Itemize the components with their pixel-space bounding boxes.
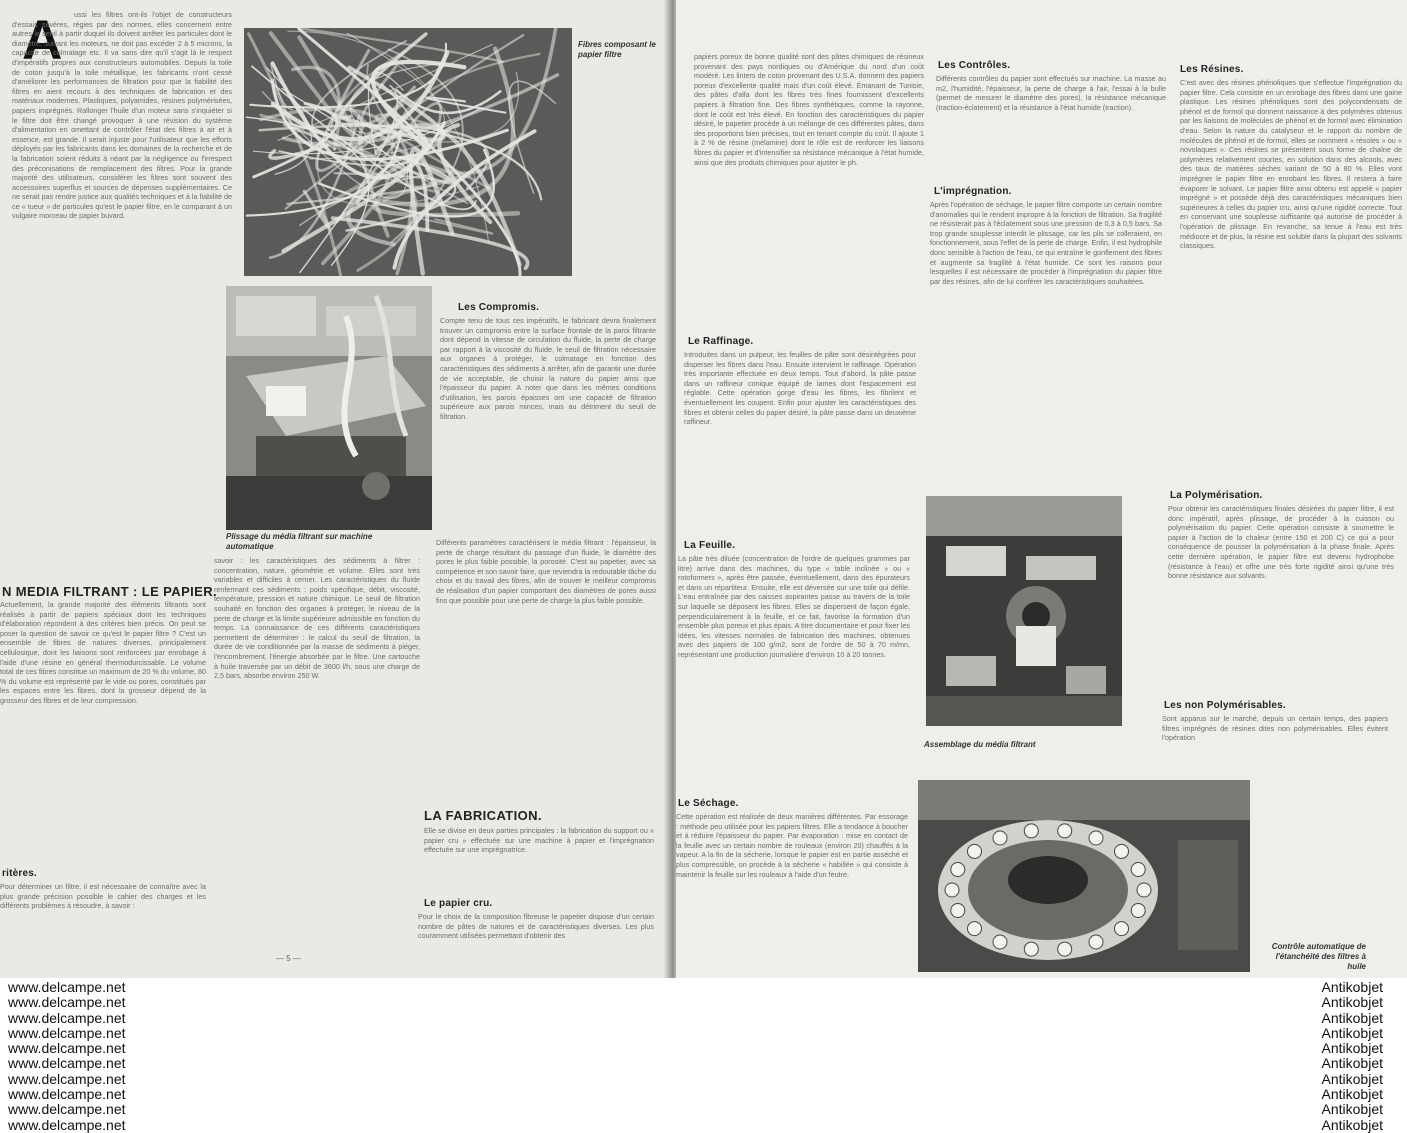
polymerisation-text: Pour obtenir les caractéristiques finales désirées du papier filtre, il est donc impératif, après plissage, de procéder à la cuisson ou polymérisation du papier. Cette opération consiste à soumettre le papier à l'action de la chaleur (entre 150 et 200 C) ce qui a pour conséquence de pousser la polymérisation à la phase finale. Après cette dernière opération, le papier filtre est devenu hydrophobe (résistance à l'eau) et offre une très forte rigidité ainsi qu'une très bonne résistance aux solvants. — [1168, 504, 1394, 581]
col1-text: papiers poreux de bonne qualité sont des pâtes chimiques de résineux provenant des pays nordiques ou d'Amérique du nord d'un coût modéré. Les linters de coton provenant des U.S.A. donnent des papiers poreux d'excellente qualité mais d'un coût élevé. Émanant de Tunisie, des pâtes d'alfa dont les fibres très fines fournissent d'excellents papiers à filtration fine. Des fibres synthétiques, comme la rayonne, dont le coût est très élevé. En fonction des caractéristiques du papier désiré, le papetier procède à un mélange de ces différentes pâtes, dans des proportions bien précises, tout en tenant compte du coût. Il ajoute 1 à 2 % de résine (mélamine) dont le rôle est de renforcer les liaisons fibres du papier et d'intensifier sa résistance mécanique à l'état humide, ainsi que des produits chimiques pour ajuster le ph. — [694, 52, 924, 167]
watermark-line: www.delcampe.net — [8, 1009, 126, 1026]
photo1-caption: Fibres composant le papier filtre — [578, 40, 656, 59]
watermark-line: www.delcampe.net — [8, 1086, 126, 1103]
heading-criteres: ritères. — [2, 868, 37, 879]
feuille-text: La pâte très diluée (concentration de l'ordre de quelques grammes par litre) arrive dans des machines, du type « table inclinée » ou « rotoformers », après être passée, éventuellement, dans des épurateurs et dans un répartiteur. Ensuite, elle est déversée sur une toile qui défile. L'eau entraînée par des caisses aspirantes passe au travers de la toile sur laquelle se déposent les fibres. Elles se dispersent de façon égale, perpendiculairement à la feuille, et ce fait, favorise la formation d'un ensemble plus poreux et plus épais. A titre documentaire et pour fixer les idées, les vitesses normales de fabrication des machines, obtenues avec des papiers de 100 g/m2, sont de l'ordre de 50 à 70 m/mn, représentant une production journalière d'environ 10 à 20 tonnes. — [678, 554, 910, 659]
parametres-text: Différents paramètres caractérisent le média filtrant : l'épaisseur, la perte de charge résultant du passage d'un fluide, le diamètre des pores le plus faible possible, la porosité. C'est au papetier, avec sa compétence et son savoir faire, que reviendra la redoutable tâche du choix et du travail des fibres, afin de trouver le meilleur compromis de réalisation d'un papier comportant des diamètres de pores aussi fins que possible pour une perte de charge la plus faible possible. — [436, 538, 656, 605]
watermark-line: www.delcampe.net — [8, 1101, 126, 1118]
resines-text: C'est avec des résines phénoliques que s'effectue l'imprégnation du papier filtre. Cela consiste en un enrobage des fibres dans une gaine plastique. Les résines phénoliques sont des polycondensats de phénol et de formol qui donnent naissance à des polymères obtenus par les liaisons de molécules de phénol et de formol avec élimination d'eau. Selon la nature du catalyseur et le rapport du nombre de molécules de phénol et de formol, elles se nomment « résoles » ou « novolaques ». Ces résines se présentent sous forme de chaîne de polymères relativement courtes, en solution dans des alcools, avec des taux de matières sèches variant de 50 à 80 %. Elles vont imprégner le papier filtre en enrobant les fibres. Il restera à faire évaporer le solvant. Le papier filtre ainsi obtenu est appelé « papier imprégné » et possède déjà des caractéristiques mécaniques bien supérieures à celles du papier cru, ainsi qu'une rigidité correcte. Tout en conservant une souplesse suffisante qui autorise de procéder à l'opération de plissage. En revanche, sa tenue à l'eau est très médiocre et de plus, la résine est soluble dans la plupart des solvants classiques. — [1180, 78, 1402, 251]
watermark-line: Antikobjet — [1321, 1040, 1383, 1057]
watermark-line: Antikobjet — [1321, 1070, 1383, 1087]
heading-resines: Les Résines. — [1180, 64, 1244, 75]
heading-raffinage: Le Raffinage. — [688, 336, 754, 347]
heading-polymerisation: La Polymérisation. — [1170, 490, 1263, 501]
sechage-text: Cette opération est réalisée de deux manières différentes. Par essorage : méthode peu utilisée pour les papiers filtres. Elle a tendance à boucher et à réduire l'épaisseur du papier. Par évaporation : mise en contact de la feuille avec un certain nombre de rouleaux (environ 20) chauffés à la vapeur. A la fin de la sécherie, lorsque le papier est en partie asséché et plus compressible, on procède à la sécherie « habillée » qui consiste à maintenir la feuille sur les rouleaux à l'aide d'un feutre. — [676, 812, 908, 879]
intro-text: ussi les filtres ont-ils l'objet de constructeurs d'essais sévères, régies par des normes, elles concernent entre autres le seuil à partir duquel ils doivent arrêter les particules dont le diamètre, suivant les moteurs, ne doit pas excéder 2 à 5 microns, la capacité de colmatage etc. Il va sans dire qu'il s'agit là le respect d'impératifs propres aux constructeurs automobiles. Depuis la toile de coton jusqu'à la toile métallique, les fabricants n'ont cessé d'améliorer les performances de filtration pour que la fiabilité des filtres en aient recours à des techniques de fabrication et des matériaux modernes. Plastiques, polyamides, résines polymérisées, papiers imprégnés. Rallonger l'huile d'un moteur sans s'inquiéter si le filtre doit être changé provoquer à une révision du système d'alimentation en omettant de contrôler l'état des filtres à air et à essence, est grande. Il serait injuste pour l'utilisateur que les efforts déployés par les fabricants dans les domaines de la recherche et de la fabrication soient réduits à néant par la négligence ou l'irrespect des préconisations de remplacement des filtres. Pour la grande majorité des utilisateurs, considérer les filtres sont souvent des accessoires superflus et sources de dépenses supplémentaires. Ce ne serait pas rendre justice aux qualités techniques et à la fiabilité de ce « tueur » de particules qu'est le papier filtre, en le comparant à un vulgaire morceau de papier buvard. — [12, 10, 232, 221]
fiber-micrograph-photo — [244, 28, 572, 276]
watermark-line: Antikobjet — [1321, 1024, 1383, 1041]
heading-feuille: La Feuille. — [684, 540, 736, 551]
left-page — [0, 0, 670, 978]
media-text: Actuellement, la grande majorité des éléments filtrants sont réalisés à partir de papiers spéciaux dont les techniques d'élaboration répondent à des critères bien précis. On peut se poser la question de savoir ce qu'est le papier filtre ? C'est un ensemble de fibres de natures diverses, principalement cellulosique, dont les liaisons sont renforcées par enrobage à l'aide d'une résine en général thermodurcissable. Le volume total de ces fibres constitue un maximum de 20 % du volume, 80 % du volume est représenté par le vide ou pores, constitués par les espaces entre les fibres, dont la grosseur dépend de la grosseur des fibres et de leur compression. — [0, 600, 206, 705]
drop-cap: A — [22, 8, 63, 71]
watermark-line: www.delcampe.net — [8, 1024, 126, 1041]
middle-column-text: savoir : les caractéristiques des sédiments à filtrer : concentration, nature, géométrie et volume. Elles sont très variables et difficiles à cerner. Les caractéristiques du fluide renfermant ces sédiments : poids spécifique, débit, viscosité, température, pression et nature chimique. Le seuil de filtration souhaité en fonction des organes à protéger, le niveau de la perte de charge et la limite supérieure admissible en fonction du temps. La connaissance de ces différents caractéristiques permettent de déterminer : le calcul du seuil de filtration, la durée de vie conditionnée par la masse de sédiments à piéger, l'encombrement, l'énergie absorbée par le filtre. Une cartouche à huile traversée par un débit de 3600 l/h, sous une charge de 2,5 bars, absorbe environ 250 W. — [214, 556, 420, 681]
compromis-text: Compte tenu de tous ces impératifs, le fabricant devra finalement trouver un compromis entre la surface frontale de la paroi filtrante dont dépend la vitesse de circulation du fluide, la perte de charge par rapport à la viscosité du fluide, le seuil de filtration nécessaire aux organes à protéger, le colmatage en fonction des caractéristiques des sédiments à arrêter, afin de garantir une durée de vie acceptable, de choisir la nature du papier ainsi que l'épaisseur du papier. A noter que dans les mêmes conditions d'utilisation, les parois épaisses ont une capacité de filtration supérieure aux parois minces, mais au détriment du seuil de filtration. — [440, 316, 656, 421]
heading-media-filtrant: N MEDIA FILTRANT : LE PAPIER. — [2, 584, 218, 599]
watermark-line: www.delcampe.net — [8, 1070, 126, 1087]
watermark-left — [8, 980, 126, 1133]
papier-cru-text: Pour le choix de la composition fibreuse le papetier dispose d'un certain nombre de pâtes de natures et de caractéristiques diverses. Les plus couramment utilisées permettant d'obtenir des — [418, 912, 654, 941]
heading-papier-cru: Le papier cru. — [424, 898, 493, 909]
assembly-machine-photo — [926, 496, 1122, 726]
watermark-line: Antikobjet — [1321, 994, 1383, 1011]
fabrication-text: Elle se divise en deux parties principales : la fabrication du support ou « papier cru » effectuée sur une machine à papier et l'imprégnation effectuée sur une imprégnatrice. — [424, 826, 654, 855]
photo4-caption: Contrôle automatique de l'étanchéité des filtres à huile — [1271, 942, 1366, 971]
watermark-line: Antikobjet — [1321, 1009, 1383, 1026]
watermark-line: www.delcampe.net — [8, 1040, 126, 1057]
controles-text: Différents contrôles du papier sont effectués sur machine. La masse au m2, l'humidité, l'épaisseur, la perte de charge à l'air, l'essai à la bulle (permet de mesurer le diamètre des pores), la résistance mécanique (traction-éclatement) et la résistance à l'état humide (traction). — [936, 74, 1166, 112]
watermark-line: Antikobjet — [1321, 1055, 1383, 1072]
leak-test-machine-photo — [918, 780, 1250, 972]
raffinage-text: Introduites dans un pulpeur, les feuilles de pâte sont désintégrées pour disperser les fibres dans l'eau. Ensuite intervient le raffinage. Opération très importante effectuée en deux temps. Tout d'abord, la pâte passe dans un raffineur conique équipé de lames dont l'espacement est réglable. Cette opération gorge d'eau les fibres, les fibrilent et éventuellement les coupent. Enfin pour ajuster les caractéristiques des fibres et obtenir celles du papier désiré, la pâte passe dans un deuxième raffineur. — [684, 350, 916, 427]
right-page — [676, 0, 1407, 978]
heading-fabrication: LA FABRICATION. — [424, 808, 542, 823]
watermark-line: Antikobjet — [1321, 1101, 1383, 1118]
watermark-line: Antikobjet — [1321, 979, 1383, 995]
watermark-line: Antikobjet — [1321, 1086, 1383, 1103]
watermark-line: www.delcampe.net — [8, 994, 126, 1011]
watermark-right — [1322, 980, 1383, 1133]
pleating-machine-photo — [226, 286, 432, 530]
watermark-line: www.delcampe.net — [8, 979, 126, 995]
page-folio: — 5 — — [276, 954, 301, 963]
heading-compromis: Les Compromis. — [458, 302, 540, 313]
watermark-line: www.delcampe.net — [8, 1055, 126, 1072]
non-poly-text: Sont apparus sur le marché, depuis un certain temps, des papiers filtres imprégnés de résines dites non polymérisables. Elles évitent l'opération — [1162, 714, 1388, 743]
criteres-text: Pour déterminer un filtre, il est nécessaire de connaître avec la plus grande précision possible le cahier des charges et les différents problèmes à résoudre, à savoir : — [0, 882, 206, 911]
heading-impregnation: L'imprégnation. — [934, 186, 1012, 197]
heading-non-polymerisables: Les non Polymérisables. — [1164, 700, 1286, 711]
photo2-caption: Plissage du média filtrant sur machine automatique — [226, 532, 373, 551]
watermark-line: www.delcampe.net — [8, 1116, 126, 1133]
watermark-line: Antikobjet — [1321, 1116, 1383, 1133]
impregnation-text: Après l'opération de séchage, le papier filtre comporte un certain nombre d'anomalies qui le rendent impropre à la fonction de filtration. Sa fragilité ne résisterait pas à l'éclatement sous une pression de 0,3 à 0,5 bars. Sa trop grande souplesse interdit le plissage, car les plis se colleraient, en fonctionnement, sous l'effet de la perte de charge. Enfin, il est hydrophile donc sensible à l'action de l'eau, ce qui entraîne le gonflement des fibres et augmente sa fragilité à l'état humide. Ce sont les raisons pour lesquelles il est nécessaire de procéder à l'imprégnation du papier filtre par des résines, afin de lui conférer les caractéristiques souhaitées. — [930, 200, 1162, 286]
heading-controles: Les Contrôles. — [938, 60, 1011, 71]
heading-sechage: Le Séchage. — [678, 798, 739, 809]
photo3-caption: Assemblage du média filtrant — [924, 740, 1036, 749]
